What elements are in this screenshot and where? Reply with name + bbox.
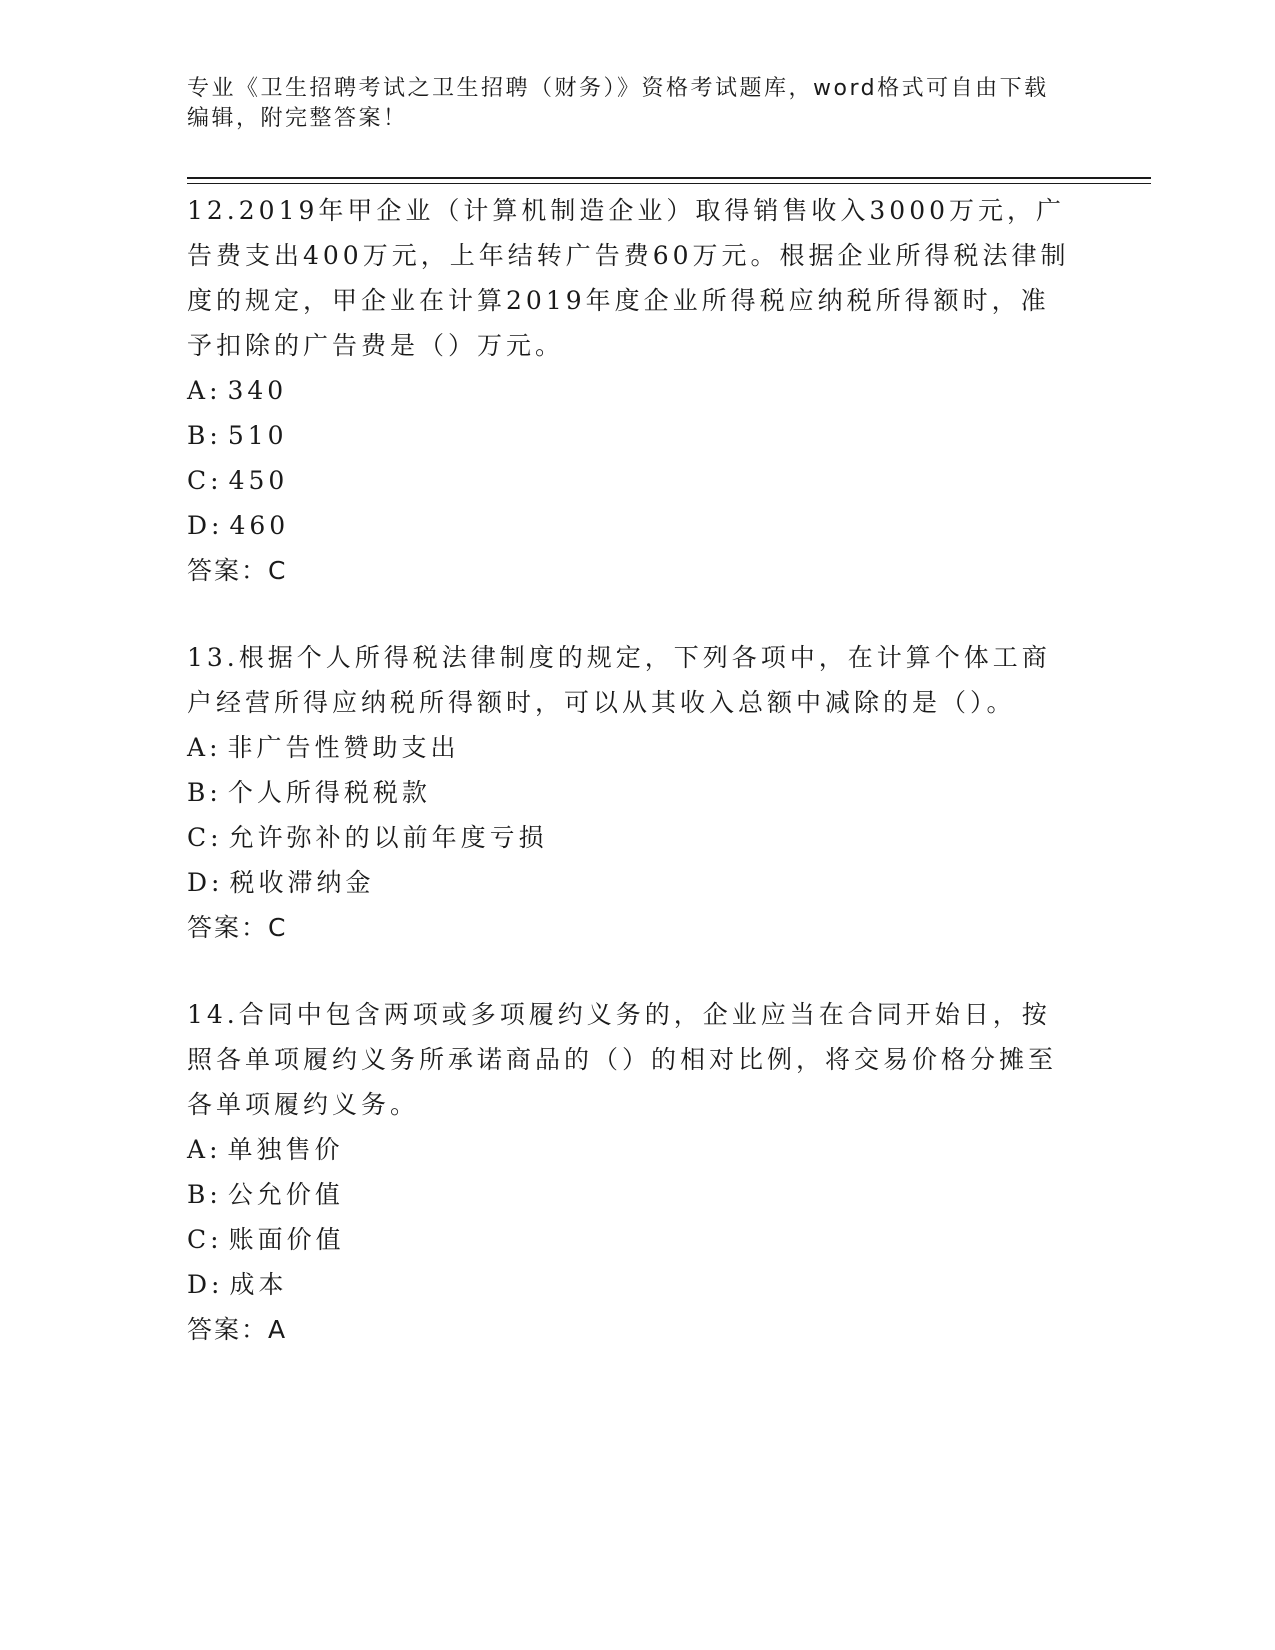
answer-value: C bbox=[268, 556, 288, 585]
option-text: 税收滞纳金 bbox=[229, 868, 375, 897]
header-rule-thick bbox=[187, 177, 1151, 179]
question-13 bbox=[187, 635, 1087, 951]
answer-label: 答案： bbox=[187, 556, 269, 585]
option-text: 成本 bbox=[229, 1270, 288, 1299]
option-key: A bbox=[187, 376, 210, 405]
option-separator: : bbox=[209, 778, 222, 807]
option-a bbox=[187, 725, 1087, 770]
question-stem: 13.根据个人所得税法律制度的规定，下列各项中，在计算个体工商户经营所得应纳税所得额时，可以从其收入总额中减除的是（）。 bbox=[187, 643, 1051, 717]
answer-label: 答案： bbox=[187, 913, 269, 942]
option-key: C bbox=[187, 823, 211, 852]
question-14 bbox=[187, 992, 1087, 1353]
option-d bbox=[187, 1262, 1087, 1307]
option-key: C bbox=[187, 466, 211, 495]
option-text: 单独售价 bbox=[227, 1135, 344, 1164]
option-key: D bbox=[187, 511, 212, 540]
option-text: 460 bbox=[229, 511, 290, 540]
answer-line bbox=[187, 1307, 1087, 1353]
answer-line bbox=[187, 905, 1087, 951]
answer-label: 答案： bbox=[187, 1315, 269, 1344]
question-list bbox=[187, 188, 1087, 1353]
option-key: D bbox=[187, 868, 212, 897]
option-text: 账面价值 bbox=[228, 1225, 345, 1254]
option-key: C bbox=[187, 1225, 211, 1254]
option-key: A bbox=[187, 1135, 210, 1164]
option-text: 个人所得税税款 bbox=[227, 778, 431, 807]
option-separator: : bbox=[211, 511, 224, 540]
option-a bbox=[187, 368, 1087, 413]
option-c bbox=[187, 815, 1087, 860]
option-text: 340 bbox=[227, 376, 288, 405]
option-a bbox=[187, 1127, 1087, 1172]
option-separator: : bbox=[211, 868, 224, 897]
option-text: 非广告性赞助支出 bbox=[227, 733, 460, 762]
answer-value: C bbox=[268, 913, 288, 942]
page-header: 专业《卫生招聘考试之卫生招聘（财务）》资格考试题库，word格式可自由下载编辑，附完整答案！ bbox=[187, 76, 1049, 131]
option-list bbox=[187, 368, 1087, 548]
option-d bbox=[187, 860, 1087, 905]
question-12 bbox=[187, 188, 1087, 594]
question-stem: 12.2019年甲企业（计算机制造企业）取得销售收入3000万元，广告费支出400万元，上年结转广告费60万元。根据企业所得税法律制度的规定，甲企业在计算2019年度企业所得税应纳税所得额时，准予扣除的广告费是（）万元。 bbox=[187, 196, 1070, 360]
option-separator: : bbox=[210, 1225, 223, 1254]
option-list bbox=[187, 1127, 1087, 1307]
option-key: B bbox=[187, 421, 210, 450]
option-text: 510 bbox=[227, 421, 288, 450]
option-b bbox=[187, 770, 1087, 815]
option-b bbox=[187, 1172, 1087, 1217]
option-separator: : bbox=[209, 1135, 222, 1164]
option-key: B bbox=[187, 778, 210, 807]
option-d bbox=[187, 503, 1087, 548]
option-text: 450 bbox=[228, 466, 289, 495]
header-rule-thin bbox=[187, 183, 1151, 184]
option-key: A bbox=[187, 733, 210, 762]
option-text: 公允价值 bbox=[227, 1180, 344, 1209]
option-separator: : bbox=[210, 466, 223, 495]
option-c bbox=[187, 458, 1087, 503]
option-separator: : bbox=[210, 823, 223, 852]
option-separator: : bbox=[209, 376, 222, 405]
option-separator: : bbox=[209, 421, 222, 450]
answer-value: A bbox=[268, 1315, 288, 1344]
option-separator: : bbox=[209, 1180, 222, 1209]
answer-line bbox=[187, 548, 1087, 594]
option-separator: : bbox=[209, 733, 222, 762]
option-b bbox=[187, 413, 1087, 458]
question-stem: 14.合同中包含两项或多项履约义务的，企业应当在合同开始日，按照各单项履约义务所承诺商品的（）的相对比例，将交易价格分摊至各单项履约义务。 bbox=[187, 1000, 1058, 1119]
option-text: 允许弥补的以前年度亏损 bbox=[228, 823, 548, 852]
option-c bbox=[187, 1217, 1087, 1262]
option-separator: : bbox=[211, 1270, 224, 1299]
option-key: D bbox=[187, 1270, 212, 1299]
option-list bbox=[187, 725, 1087, 905]
option-key: B bbox=[187, 1180, 210, 1209]
